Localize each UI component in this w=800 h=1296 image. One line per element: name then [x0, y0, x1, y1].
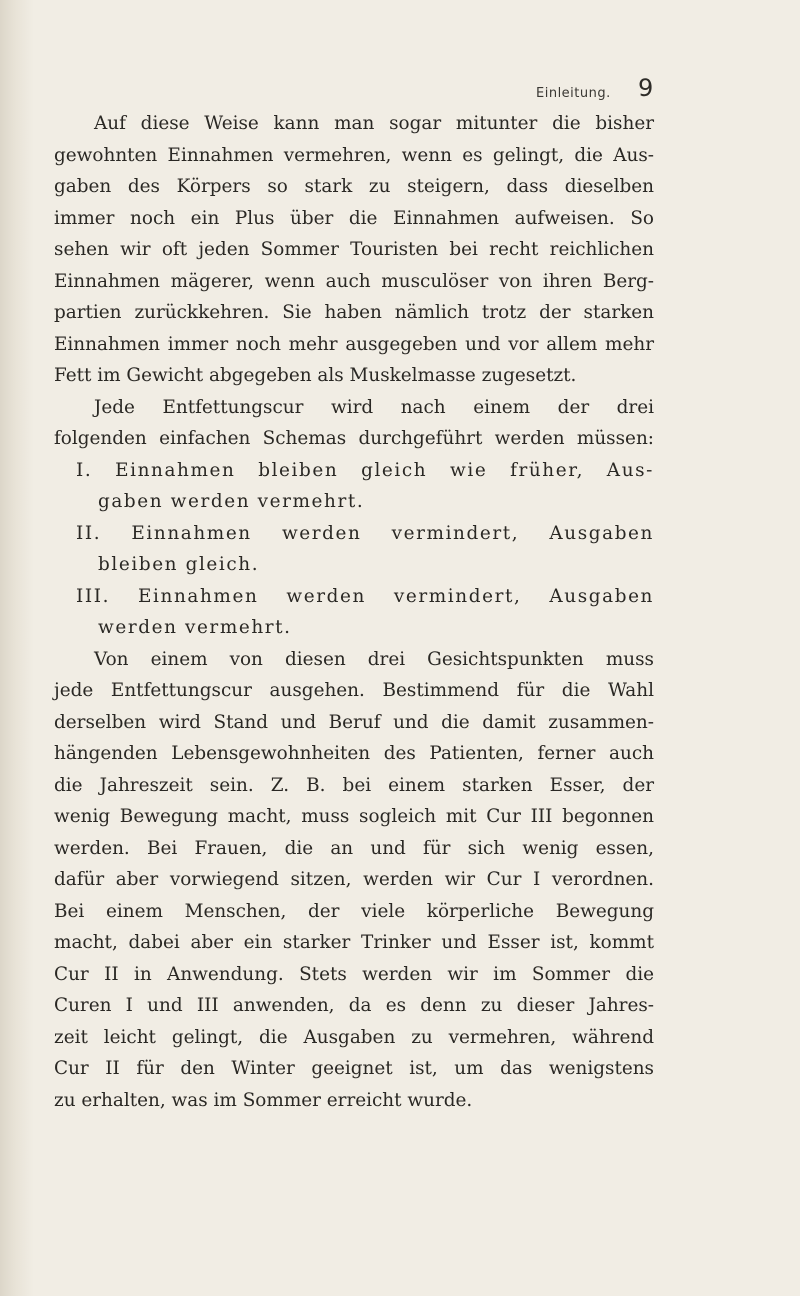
list-item-2-cont: bleiben gleich.: [98, 554, 260, 575]
text-line: Cur II in Anwendung. Stets werden wir im Sommer die: [54, 963, 654, 985]
text-line: Curen I und III anwenden, da es denn zu dieser Jahres-: [54, 995, 654, 1016]
list-item-1: I. Einnahmen bleiben gleich wie früher, Aus-: [76, 459, 654, 481]
text-line: sehen wir oft jeden Sommer Touristen bei recht reichlichen: [54, 239, 654, 260]
text-line: Cur II für den Winter geeignet ist, um das wenigstens: [54, 1058, 654, 1079]
text-line: werden. Bei Frauen, die an und für sich wenig essen,: [54, 837, 654, 859]
text-line: gewohnten Einnahmen vermehren, wenn es gelingt, die Aus-: [54, 144, 654, 166]
list-item-3-cont: werden vermehrt.: [98, 617, 292, 638]
text-line: Einnahmen immer noch mehr ausgegeben und vor allem mehr: [54, 333, 654, 355]
text-line: hängenden Lebensgewohnheiten des Patienten, ferner auch: [54, 743, 654, 764]
text-line: folgenden einfachen Schemas durchgeführt werden müssen:: [54, 428, 654, 449]
text-line: macht, dabei aber ein starker Trinker und Esser ist, kommt: [54, 932, 654, 953]
text-line: Bei einem Menschen, der viele körperliche Bewegung: [54, 900, 654, 922]
text-line: immer noch ein Plus über die Einnahmen aufweisen. So: [54, 207, 654, 229]
text-line: Von einem von diesen drei Gesichtspunkten muss: [94, 648, 654, 670]
text-line: dafür aber vorwiegend sitzen, werden wir Cur I verordnen.: [54, 869, 654, 890]
text-line: Fett im Gewicht abgegeben als Muskelmasse zugesetzt.: [54, 365, 577, 386]
text-line: die Jahreszeit sein. Z. B. bei einem starken Esser, der: [54, 774, 654, 796]
page-number: 9: [638, 74, 654, 102]
text-line: Auf diese Weise kann man sogar mitunter die bisher: [94, 113, 654, 134]
text-line: Jede Entfettungscur wird nach einem der drei: [94, 396, 654, 418]
text-line: Einnahmen mägerer, wenn auch musculöser von ihren Berg-: [54, 270, 654, 292]
running-title: Einleitung.: [536, 86, 611, 101]
list-item-1-cont: gaben werden vermehrt.: [98, 491, 365, 512]
text-line: zu erhalten, was im Sommer erreicht wurde.: [54, 1089, 473, 1111]
text-line: partien zurückkehren. Sie haben nämlich trotz der starken: [54, 302, 654, 323]
text-line: derselben wird Stand und Beruf und die damit zusammen-: [54, 711, 654, 733]
list-item-2: II. Einnahmen werden vermindert, Ausgaben: [76, 522, 654, 544]
body-text: [54, 108, 654, 1116]
text-line: zeit leicht gelingt, die Ausgaben zu vermehren, während: [54, 1026, 654, 1048]
text-line: wenig Bewegung macht, muss sogleich mit Cur III begonnen: [54, 806, 654, 827]
list-item-3: III. Einnahmen werden vermindert, Ausgaben: [76, 585, 654, 607]
text-line: jede Entfettungscur ausgehen. Bestimmend für die Wahl: [54, 680, 654, 701]
text-line: gaben des Körpers so stark zu steigern, dass dieselben: [54, 176, 654, 197]
